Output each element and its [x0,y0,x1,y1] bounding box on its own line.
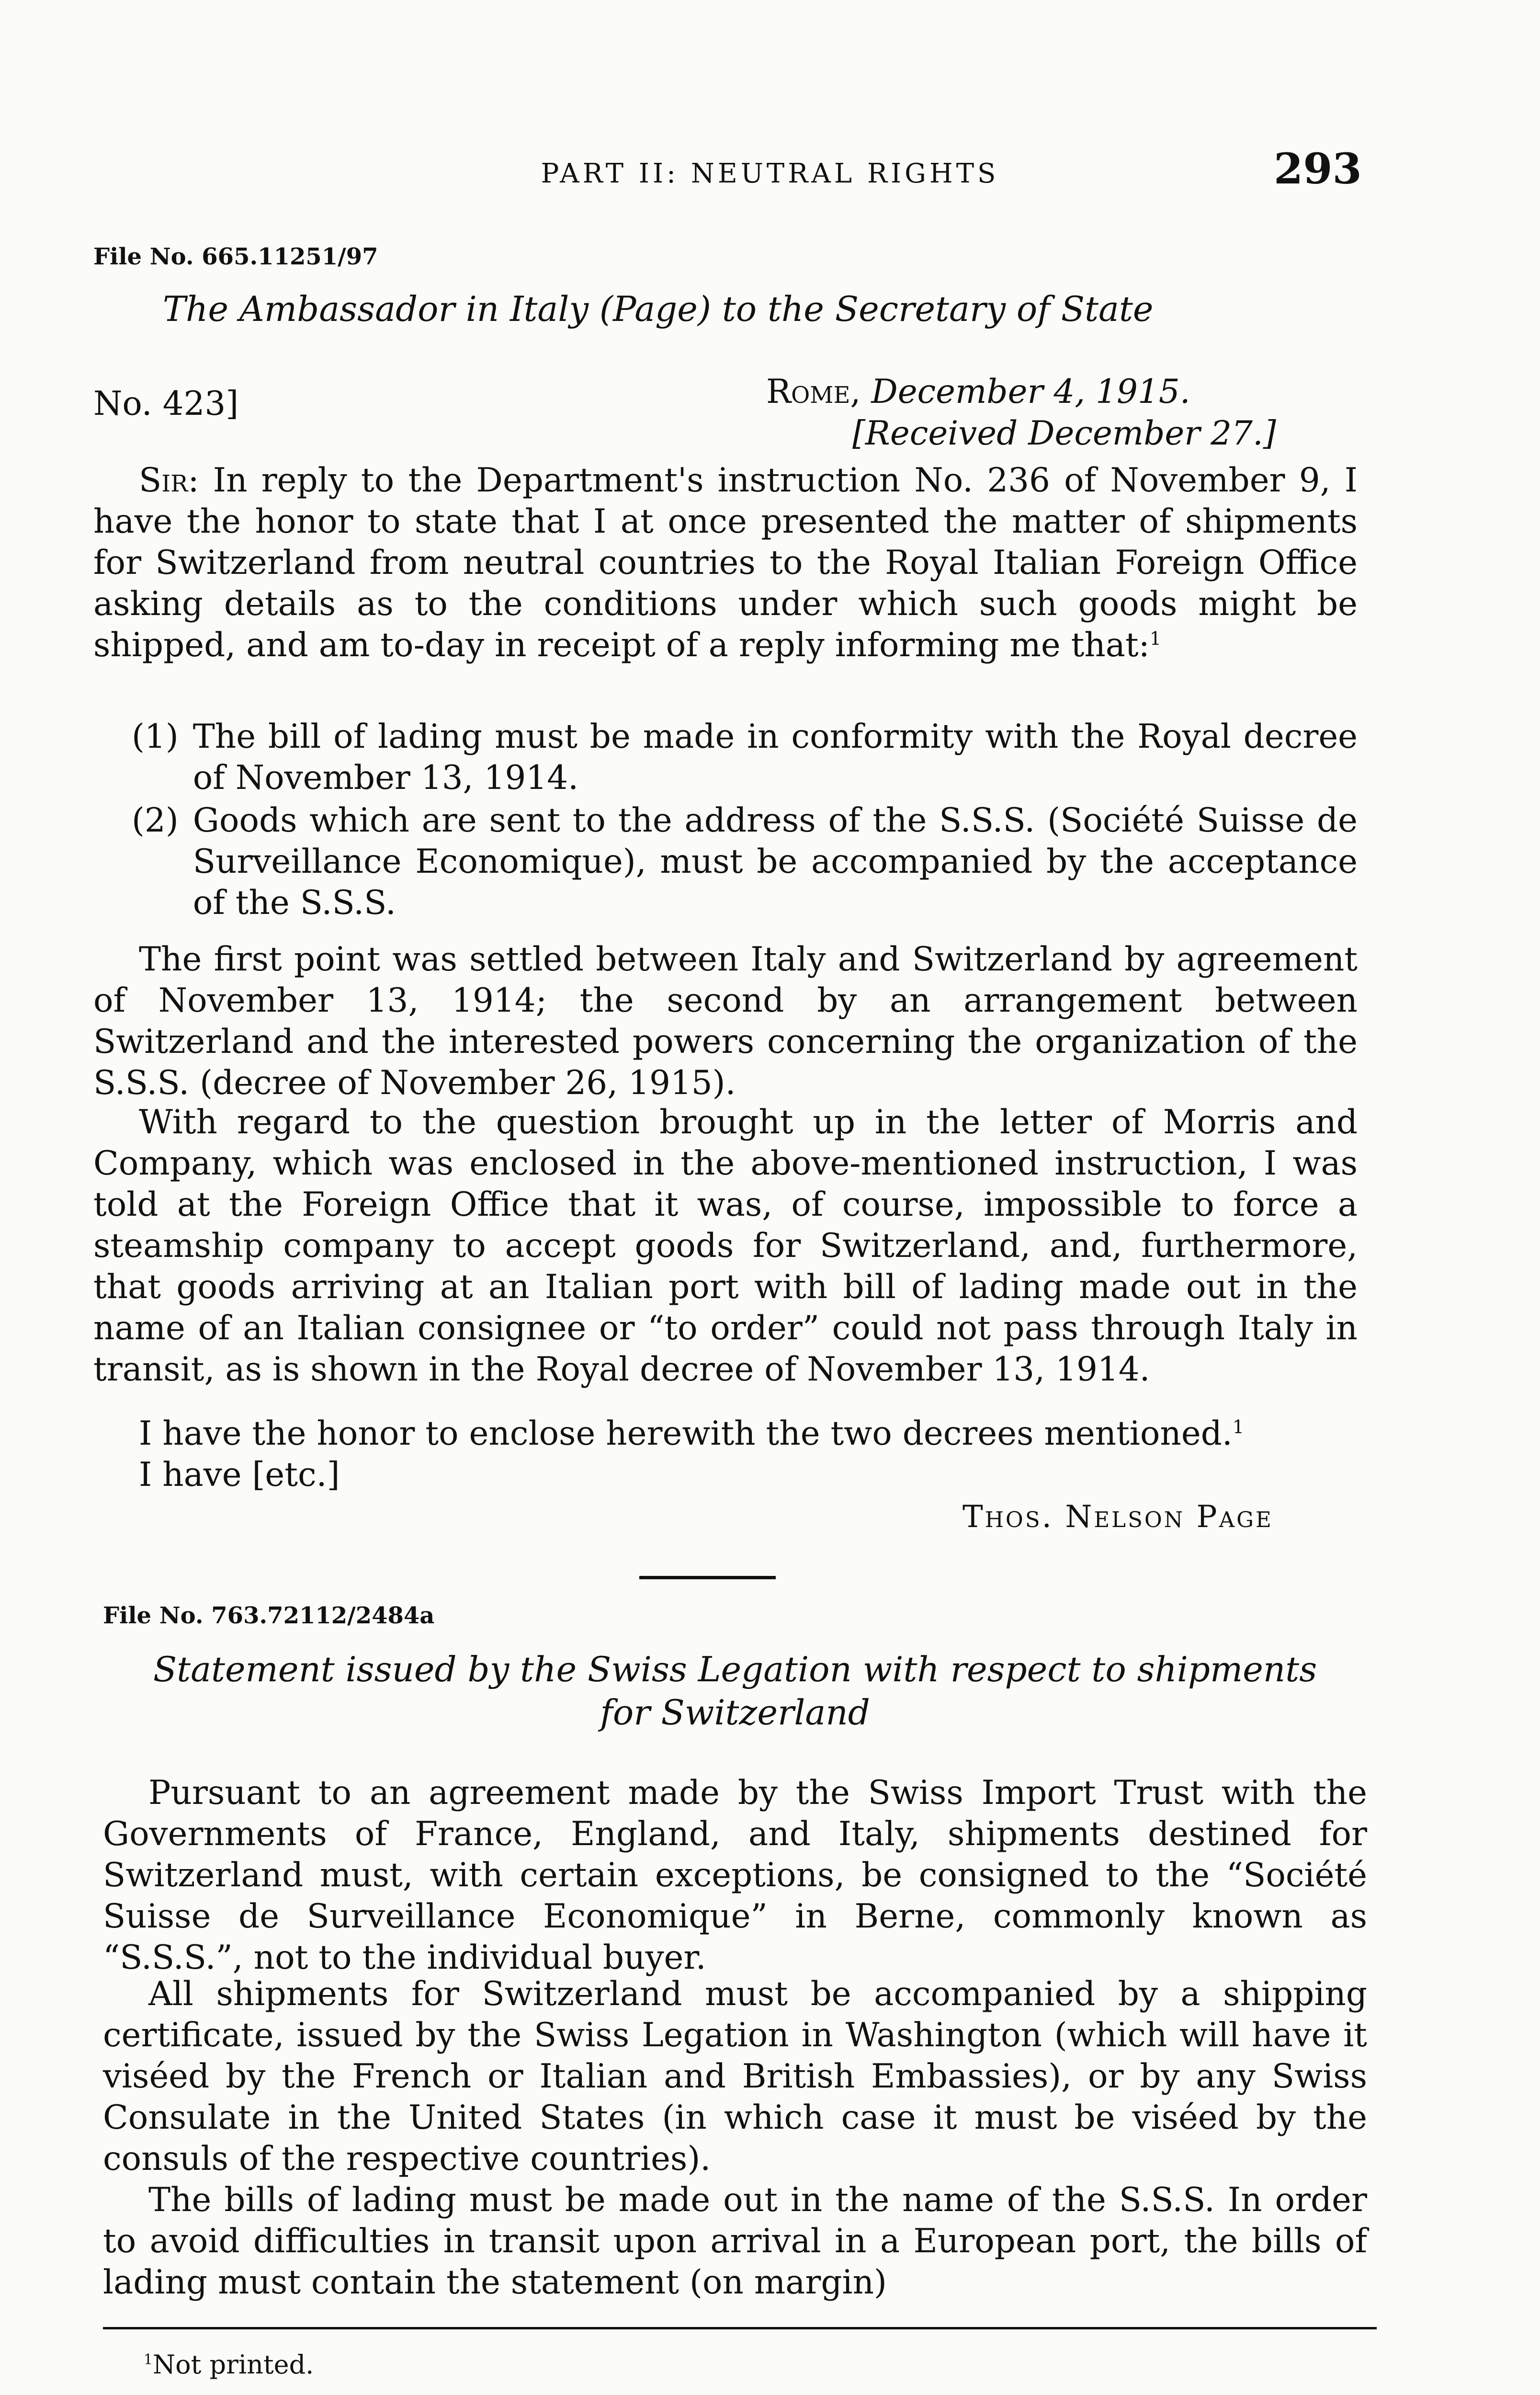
received-date: [Received December 27.] [852,414,1276,453]
doc1-paragraph-1 [93,460,1358,666]
running-head: PART II: NEUTRAL RIGHTS [541,158,999,189]
footnote-reference: 1 [1149,628,1162,649]
dispatch-number: No. 423] [93,385,239,423]
doc1-paragraph-2: The first point was settled between Italy and Switzerland by agreement of November 13, 1914; the second by an arrangement between Switzerland and the interested powers concerning the organization of the S.S.S. (decree of November 26, 1915). [93,940,1358,1102]
dispatch-place-date [766,371,1190,412]
dispatch-date: December 4, 1915. [871,373,1190,411]
file-number-2: File No. 763.72112/2484a [103,1602,435,1629]
item-text: The bill of lading must be made in conformity with the Royal decree of November 13, 1914. [192,718,1358,797]
doc1-paragraph-1-text: : In reply to the Department's instruction No. 236 of November 9, I have the honor to state that I at once presented the matter of shipments for Switzerland from neutral countries to the Royal Italian Foreign Office asking details as to the conditions under which such goods might be shipped, and am to-day in receipt of a reply informing me that: [93,461,1358,664]
document-title-2-line-1: Statement issued by the Swiss Legation with respect to shipments [153,1649,1317,1689]
signature: Thos. Nelson Page [962,1499,1273,1535]
doc1-paragraph-4-text: I have the honor to enclose herewith the two decrees mentioned. [139,1414,1233,1453]
footnote-text: Not printed. [152,2349,314,2380]
item-number: (1) [132,718,179,756]
doc2-paragraph-1: Pursuant to an agreement made by the Swiss Import Trust with the Governments of France, England, and Italy, shipments destined for Switzerland must, with certain exceptions, be consigned to the “Société Suisse de Surveillance Economique” in Berne, commonly known as “S.S.S.”, not to the individual buyer. [103,1774,1367,1977]
doc2-paragraph-3: The bills of lading must be made out in the name of the S.S.S. In order to avoid difficulties in transit upon arrival in a European port, the bills of lading must contain the statement (on margin) [103,2181,1367,2302]
document-title-1: The Ambassador in Italy (Page) to the Secretary of State [163,289,1154,329]
closing: I have [etc.] [139,1456,340,1494]
document-title-2-line-2: for Switzerland [600,1692,870,1733]
dispatch-place: Rome, [766,373,861,411]
numbered-item-2 [132,800,1358,924]
item-number: (2) [132,801,179,840]
salutation: Sir [139,461,188,500]
footnote-mark: 1 [144,2351,153,2368]
numbered-item-1 [132,716,1358,798]
footnote-rule [103,2327,1377,2329]
section-divider [639,1576,776,1579]
document-title-2 [103,1648,1367,1734]
doc1-paragraph-4 [93,1413,1358,1454]
doc2-paragraph-2: All shipments for Switzerland must be accompanied by a shipping certificate, issued by the Swiss Legation in Washington (which will have it viséed by the French or Italian and British Embassies), or by any Swiss Consulate in the United States (in which case it must be viséed by the consuls of the respective countries). [103,1975,1367,2178]
footnote [144,2349,314,2380]
doc1-paragraph-3: With regard to the question brought up in the letter of Morris and Company, which was enclosed in the above-mentioned instruction, I was told at the Foreign Office that it was, of course, impossible to force a steamship company to accept goods for Switzerland, and, furthermore, that goods arriving at an Italian port with bill of lading made out in the name of an Italian consignee or “to order” could not pass through Italy in transit, as is shown in the Royal decree of November 13, 1914. [93,1103,1358,1389]
file-number-1: File No. 665.11251/97 [93,243,378,270]
item-text: Goods which are sent to the address of the S.S.S. (Société Suisse de Surveillance Economique), must be accompanied by the acceptance of the S.S.S. [192,801,1358,922]
page-number: 293 [1274,144,1362,194]
footnote-reference: 1 [1232,1416,1244,1437]
